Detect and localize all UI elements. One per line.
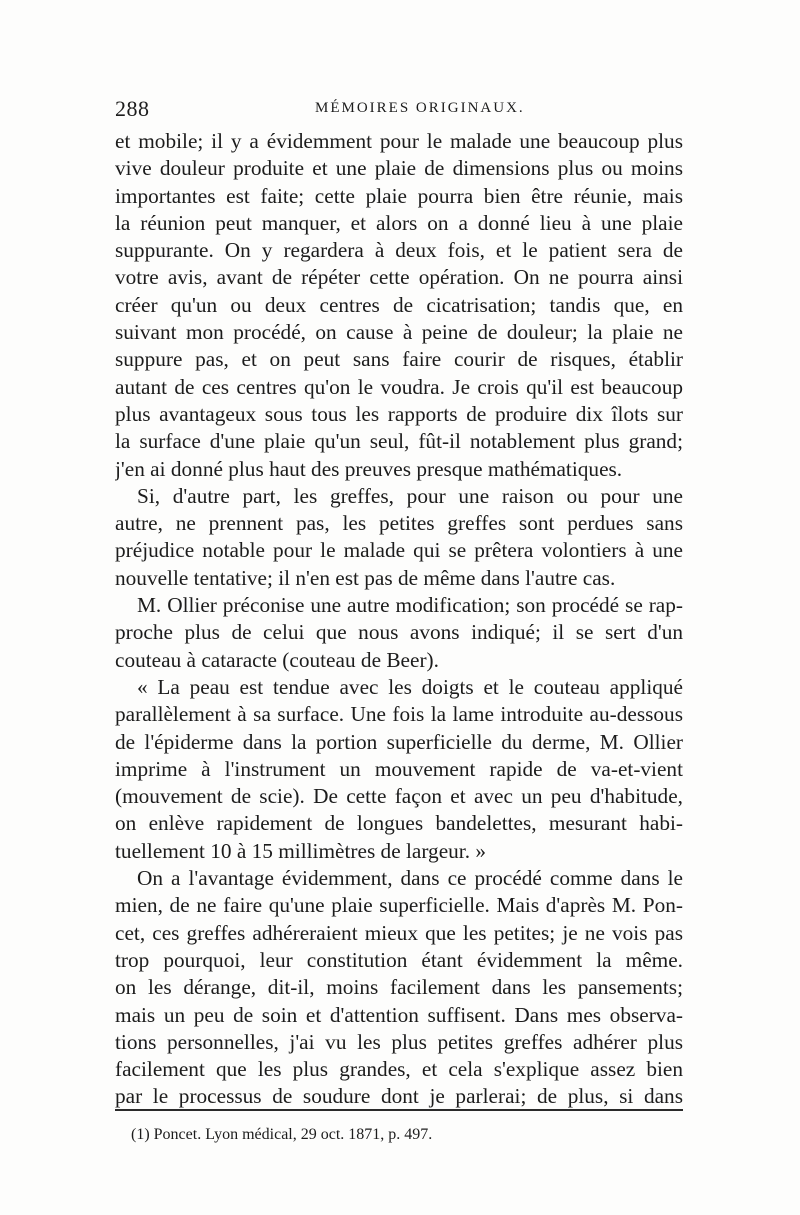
text-line: mien, de ne faire qu'une plaie superficielle. Mais d'après M. Pon- <box>115 893 683 918</box>
text-line: tuellement 10 à 15 millimètres de largeur. » <box>115 838 487 863</box>
text-line: imprime à l'instrument un mouvement rapide de va-et-vient <box>115 756 683 781</box>
text-line: créer qu'un ou deux centres de cicatrisation; tandis que, en <box>115 292 683 317</box>
text-line: et mobile; il y a évidemment pour le malade une beaucoup plus <box>115 129 683 153</box>
text-line: couteau à cataracte (couteau de Beer). <box>115 647 439 672</box>
footnote: (1) Poncet. Lyon médical, 29 oct. 1871, p. 497. <box>131 1126 433 1143</box>
text-line: j'en ai donné plus haut des preuves presque mathématiques. <box>115 456 623 481</box>
text-line: plus avantageux sous tous les rapports de produire dix îlots sur <box>115 401 683 426</box>
text-line: proche plus de celui que nous avons indiqué; il se sert d'un <box>115 620 683 645</box>
text-line: autant de ces centres qu'on le voudra. Je crois qu'il est beaucoup <box>115 374 683 399</box>
text-line: nouvelle tentative; il n'en est pas de même dans l'autre cas. <box>115 565 616 590</box>
text-line: autre, ne prennent pas, les petites greffes sont perdues sans <box>115 511 683 536</box>
text-line: parallèlement à sa surface. Une fois la lame introduite au-dessous <box>115 702 683 727</box>
text-line: facilement que les plus grandes, et cela s'explique assez bien <box>115 1057 683 1082</box>
body-text <box>115 128 683 1111</box>
text-line: importantes est faite; cette plaie pourra bien être réunie, mais <box>115 183 683 208</box>
text-line: mais un peu de soin et d'attention suffisent. Dans mes observa- <box>115 1002 683 1027</box>
text-line: tions personnelles, j'ai vu les plus petites greffes adhérer plus <box>115 1029 683 1054</box>
page-number: 288 <box>115 96 150 121</box>
text-line: on enlève rapidement de longues bandelettes, mesurant habi- <box>115 811 683 836</box>
paragraph-start-line: Si, d'autre part, les greffes, pour une raison ou pour une <box>137 483 683 508</box>
text-line: par le processus de soudure dont je parlerai; de plus, si dans <box>115 1084 683 1109</box>
text-line: (mouvement de scie). De cette façon et avec un peu d'habitude, <box>115 784 683 809</box>
page-header <box>115 96 683 124</box>
text-line: trop pourquoi, leur constitution étant évidemment la même. <box>115 947 683 972</box>
text-line: suppure pas, et on peut sans faire courir de risques, établir <box>115 347 683 372</box>
text-line: la réunion peut manquer, et alors on a donné lieu à une plaie <box>115 210 683 235</box>
text-line: cet, ces greffes adhéreraient mieux que les petites; je ne vois pas <box>115 920 683 945</box>
text-line: suppurante. On y regardera à deux fois, et le patient sera de <box>115 238 683 263</box>
footnote-rule <box>115 1109 683 1111</box>
text-line: suivant mon procédé, on cause à peine de douleur; la plaie ne <box>115 320 683 345</box>
text-line: de l'épiderme dans la portion superficielle du derme, M. Ollier <box>115 729 683 754</box>
text-line: vive douleur produite et une plaie de dimensions plus ou moins <box>115 156 683 181</box>
text-line: la surface d'une plaie qu'un seul, fût-il notablement plus grand; <box>115 429 683 454</box>
text-line: votre avis, avant de répéter cette opération. On ne pourra ainsi <box>115 265 683 290</box>
running-head: MÉMOIRES ORIGINAUX. <box>315 100 525 116</box>
paragraph-start-line: On a l'avantage évidemment, dans ce procédé comme dans le <box>137 866 683 891</box>
quote-start-line: « La peau est tendue avec les doigts et le couteau appliqué <box>137 674 683 699</box>
text-line: préjudice notable pour le malade qui se prêtera volontiers à une <box>115 538 683 563</box>
paragraph-start-line: M. Ollier préconise une autre modification; son procédé se rap- <box>137 593 683 618</box>
text-line: on les dérange, dit-il, moins facilement dans les pansements; <box>115 975 683 1000</box>
